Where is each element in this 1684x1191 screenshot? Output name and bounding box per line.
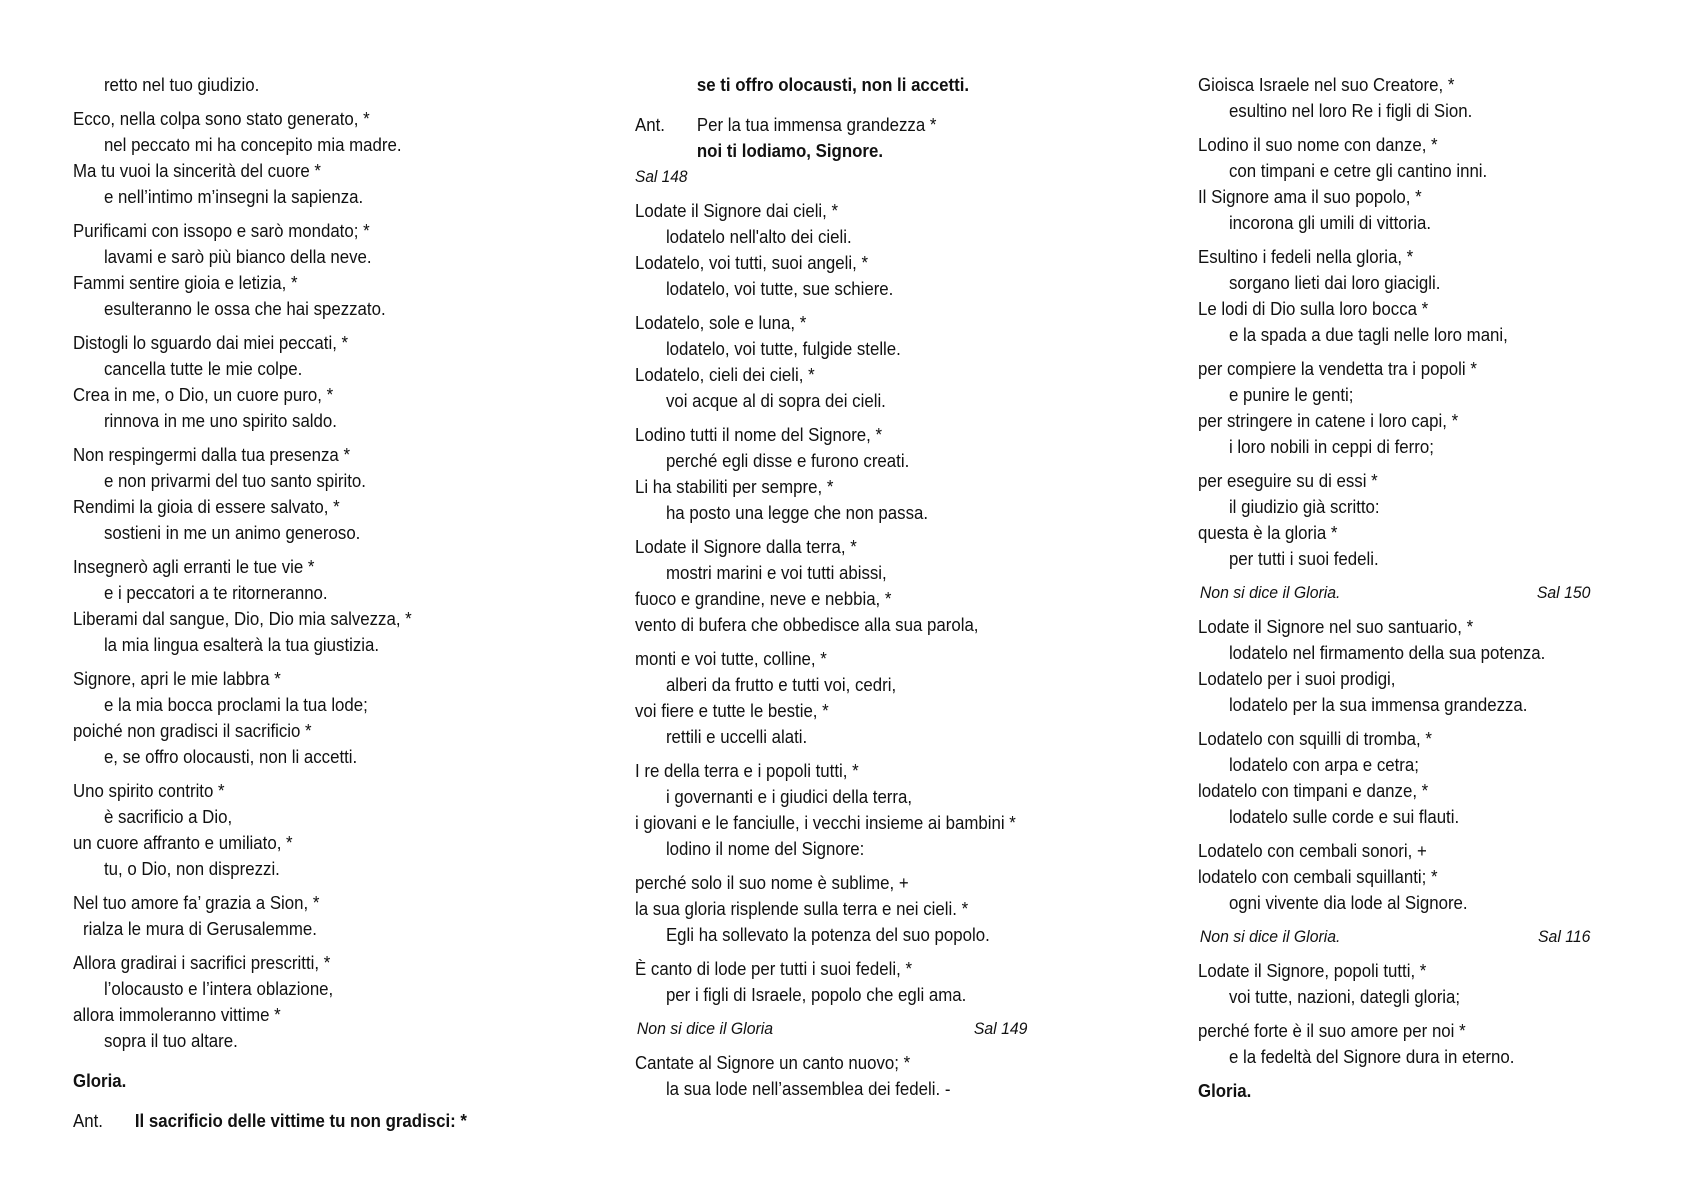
verse-line: fuoco e grandine, neve e nebbia, * bbox=[635, 588, 892, 609]
verse-line: Lodate il Signore dalla terra, * bbox=[635, 536, 857, 557]
verse-line: Lodate il Signore, popoli tutti, * bbox=[1198, 960, 1427, 981]
verse-line: per tutti i suoi fedeli. bbox=[1228, 548, 1379, 569]
antiphon-text: Il sacrificio delle vittime tu non gradisci: * bbox=[134, 1110, 467, 1131]
verse-line: poiché non gradisci il sacrificio * bbox=[73, 720, 312, 741]
verse-line: per compiere la vendetta tra i popoli * bbox=[1198, 358, 1477, 379]
verse-line: lodatelo sulle corde e sui flauti. bbox=[1228, 806, 1460, 827]
verse-line: Li ha stabiliti per sempre, * bbox=[635, 476, 834, 497]
antiphon-label: Ant. bbox=[73, 1110, 103, 1131]
verse-line: per i figli di Israele, popolo che egli ama. bbox=[665, 984, 967, 1005]
psalm-reference: Sal 148 bbox=[635, 167, 688, 186]
gloria-label: Gloria. bbox=[73, 1070, 127, 1091]
antiphon bbox=[73, 1108, 555, 1134]
verse-line: Lodatelo, voi tutti, suoi angeli, * bbox=[635, 252, 869, 273]
column-left bbox=[73, 72, 603, 1134]
verse-line: lodatelo con cembali squillanti; * bbox=[1198, 866, 1438, 887]
verse-line: rialza le mura di Gerusalemme. bbox=[83, 918, 317, 939]
verse-line: ogni vivente dia lode al Signore. bbox=[1228, 892, 1468, 913]
verse-line: retto nel tuo giudizio. bbox=[103, 74, 260, 95]
verse-line: perché forte è il suo amore per noi * bbox=[1198, 1020, 1466, 1041]
verse-line: alberi da frutto e tutti voi, cedri, bbox=[665, 674, 897, 695]
verse-line: e nell’intimo m’insegni la sapienza. bbox=[103, 186, 364, 207]
verse-line: un cuore affranto e umiliato, * bbox=[73, 832, 293, 853]
verse-line: Insegnerò agli erranti le tue vie * bbox=[73, 556, 315, 577]
verse-line: cancella tutte le mie colpe. bbox=[103, 358, 303, 379]
verse-line: monti e voi tutte, colline, * bbox=[635, 648, 827, 669]
verse-line: Gioisca Israele nel suo Creatore, * bbox=[1198, 74, 1455, 95]
verse-line: voi tutte, nazioni, dategli gloria; bbox=[1228, 986, 1461, 1007]
verse-line: lodatelo nel firmamento della sua potenza. bbox=[1228, 642, 1546, 663]
verse-line: i governanti e i giudici della terra, bbox=[665, 786, 913, 807]
verse-line: Lodatelo per i suoi prodigi, bbox=[1198, 668, 1396, 689]
verse-line: I re della terra e i popoli tutti, * bbox=[635, 760, 859, 781]
rubric bbox=[1198, 924, 1592, 950]
verse-line: e la spada a due tagli nelle loro mani, bbox=[1228, 324, 1508, 345]
verse-line: Liberami dal sangue, Dio, Dio mia salvezza, * bbox=[73, 608, 412, 629]
verse-line: sopra il tuo altare. bbox=[103, 1030, 238, 1051]
verse-line: Fammi sentire gioia e letizia, * bbox=[73, 272, 298, 293]
verse-line: lodatelo con arpa e cetra; bbox=[1228, 754, 1419, 775]
verse-line: lodatelo nell'alto dei cieli. bbox=[665, 226, 852, 247]
antiphon-text: Per la tua immensa grandezza * bbox=[696, 114, 937, 135]
gloria-label: Gloria. bbox=[1198, 1080, 1252, 1101]
verse-line: sostieni in me un animo generoso. bbox=[103, 522, 361, 543]
verse-line: è sacrificio a Dio, bbox=[103, 806, 233, 827]
verse-line: Lodate il Signore nel suo santuario, * bbox=[1198, 616, 1474, 637]
verse-line: Ma tu vuoi la sincerità del cuore * bbox=[73, 160, 321, 181]
verse-line: Signore, apri le mie labbra * bbox=[73, 668, 281, 689]
verse-line: Uno spirito contrito * bbox=[73, 780, 225, 801]
verse-line: voi acque al di sopra dei cieli. bbox=[665, 390, 886, 411]
verse-line: per stringere in catene i loro capi, * bbox=[1198, 410, 1459, 431]
verse-line: e non privarmi del tuo santo spirito. bbox=[103, 470, 366, 491]
verse-line: Ecco, nella colpa sono stato generato, * bbox=[73, 108, 370, 129]
psalm-reference: Sal 116 bbox=[1538, 927, 1591, 946]
verse-line: questa è la gloria * bbox=[1198, 522, 1338, 543]
verse-line: Lodatelo con cembali sonori, + bbox=[1198, 840, 1427, 861]
antiphon-label: Ant. bbox=[635, 114, 665, 135]
antiphon-text: noi ti lodiamo, Signore. bbox=[696, 140, 884, 161]
verse-line: i loro nobili in ceppi di ferro; bbox=[1228, 436, 1434, 457]
verse-line: voi fiere e tutte le bestie, * bbox=[635, 700, 829, 721]
verse-line: e punire le genti; bbox=[1228, 384, 1354, 405]
verse-line: nel peccato mi ha concepito mia madre. bbox=[103, 134, 402, 155]
verse-line: Non respingermi dalla tua presenza * bbox=[73, 444, 351, 465]
verse-line: e, se offro olocausti, non li accetti. bbox=[103, 746, 358, 767]
verse-line: Le lodi di Dio sulla loro bocca * bbox=[1198, 298, 1429, 319]
antiphon-continuation: se ti offro olocausti, non li accetti. bbox=[696, 74, 970, 95]
verse-line: incorona gli umili di vittoria. bbox=[1228, 212, 1432, 233]
column-middle bbox=[635, 72, 1180, 1102]
verse-line: Rendimi la gioia di essere salvato, * bbox=[73, 496, 340, 517]
verse-line: e i peccatori a te ritorneranno. bbox=[103, 582, 328, 603]
verse-line: vento di bufera che obbedisce alla sua parola, bbox=[635, 614, 979, 635]
verse-line: la sua gloria risplende sulla terra e nei cieli. * bbox=[635, 898, 969, 919]
verse-line: esulteranno le ossa che hai spezzato. bbox=[103, 298, 386, 319]
rubric-note: Non si dice il Gloria. bbox=[1199, 583, 1341, 602]
verse-line: con timpani e cetre gli cantino inni. bbox=[1228, 160, 1488, 181]
verse-line: esultino nel loro Re i figli di Sion. bbox=[1228, 100, 1473, 121]
verse-line: Nel tuo amore fa’ grazia a Sion, * bbox=[73, 892, 320, 913]
verse-line: perché egli disse e furono creati. bbox=[665, 450, 910, 471]
verse-line: Allora gradirai i sacrifici prescritti, * bbox=[73, 952, 331, 973]
verse-line: Crea in me, o Dio, un cuore puro, * bbox=[73, 384, 334, 405]
verse-line: Lodate il Signore dai cieli, * bbox=[635, 200, 839, 221]
verse-line: rinnova in me uno spirito saldo. bbox=[103, 410, 337, 431]
verse-line: Cantate al Signore un canto nuovo; * bbox=[635, 1052, 911, 1073]
verse-line: e la mia bocca proclami la tua lode; bbox=[103, 694, 368, 715]
verse-line: Esultino i fedeli nella gloria, * bbox=[1198, 246, 1414, 267]
verse-line: Lodino tutti il nome del Signore, * bbox=[635, 424, 883, 445]
verse-line: Lodatelo, cieli dei cieli, * bbox=[635, 364, 815, 385]
verse-line: lodatelo con timpani e danze, * bbox=[1198, 780, 1429, 801]
verse-line: la mia lingua esalterà la tua giustizia. bbox=[103, 634, 380, 655]
psalm-reference: Sal 150 bbox=[1536, 583, 1591, 602]
verse-line: Purificami con issopo e sarò mondato; * bbox=[73, 220, 370, 241]
rubric bbox=[1198, 580, 1592, 606]
verse-line: per eseguire su di essi * bbox=[1198, 470, 1378, 491]
verse-line: il giudizio già scritto: bbox=[1228, 496, 1380, 517]
verse-line: Egli ha sollevato la potenza del suo popolo. bbox=[665, 924, 990, 945]
verse-line: e la fedeltà del Signore dura in eterno. bbox=[1228, 1046, 1515, 1067]
verse-line: Lodino il suo nome con danze, * bbox=[1198, 134, 1438, 155]
verse-line: Il Signore ama il suo popolo, * bbox=[1198, 186, 1422, 207]
verse-line: È canto di lode per tutti i suoi fedeli, * bbox=[635, 958, 913, 979]
verse-line: lodatelo, voi tutte, sue schiere. bbox=[665, 278, 894, 299]
verse-line: l’olocausto e l’intera oblazione, bbox=[103, 978, 334, 999]
verse-line: perché solo il suo nome è sublime, + bbox=[635, 872, 909, 893]
psalm-reference: Sal 149 bbox=[973, 1019, 1028, 1038]
verse-line: i giovani e le fanciulle, i vecchi insieme ai bambini * bbox=[635, 812, 1016, 833]
antiphon bbox=[635, 112, 1131, 138]
verse-line: Distogli lo sguardo dai miei peccati, * bbox=[73, 332, 349, 353]
rubric-note: Non si dice il Gloria. bbox=[1199, 927, 1341, 946]
verse-line: tu, o Dio, non disprezzi. bbox=[103, 858, 280, 879]
verse-line: Lodatelo con squilli di tromba, * bbox=[1198, 728, 1432, 749]
verse-line: ha posto una legge che non passa. bbox=[665, 502, 929, 523]
verse-line: la sua lode nell’assemblea dei fedeli. - bbox=[665, 1078, 951, 1099]
verse-line: allora immoleranno vittime * bbox=[73, 1004, 281, 1025]
verse-line: lavami e sarò più bianco della neve. bbox=[103, 246, 372, 267]
verse-line: sorgano lieti dai loro giacigli. bbox=[1228, 272, 1441, 293]
rubric-note: Non si dice il Gloria bbox=[636, 1019, 774, 1038]
rubric bbox=[635, 1016, 1029, 1042]
verse-line: lodatelo per la sua immensa grandezza. bbox=[1228, 694, 1528, 715]
verse-line: lodatelo, voi tutte, fulgide stelle. bbox=[665, 338, 901, 359]
verse-line: mostri marini e voi tutti abissi, bbox=[665, 562, 887, 583]
column-right bbox=[1198, 72, 1628, 1104]
verse-line: Lodatelo, sole e luna, * bbox=[635, 312, 807, 333]
verse-line: lodino il nome del Signore: bbox=[665, 838, 865, 859]
verse-line: rettili e uccelli alati. bbox=[665, 726, 808, 747]
